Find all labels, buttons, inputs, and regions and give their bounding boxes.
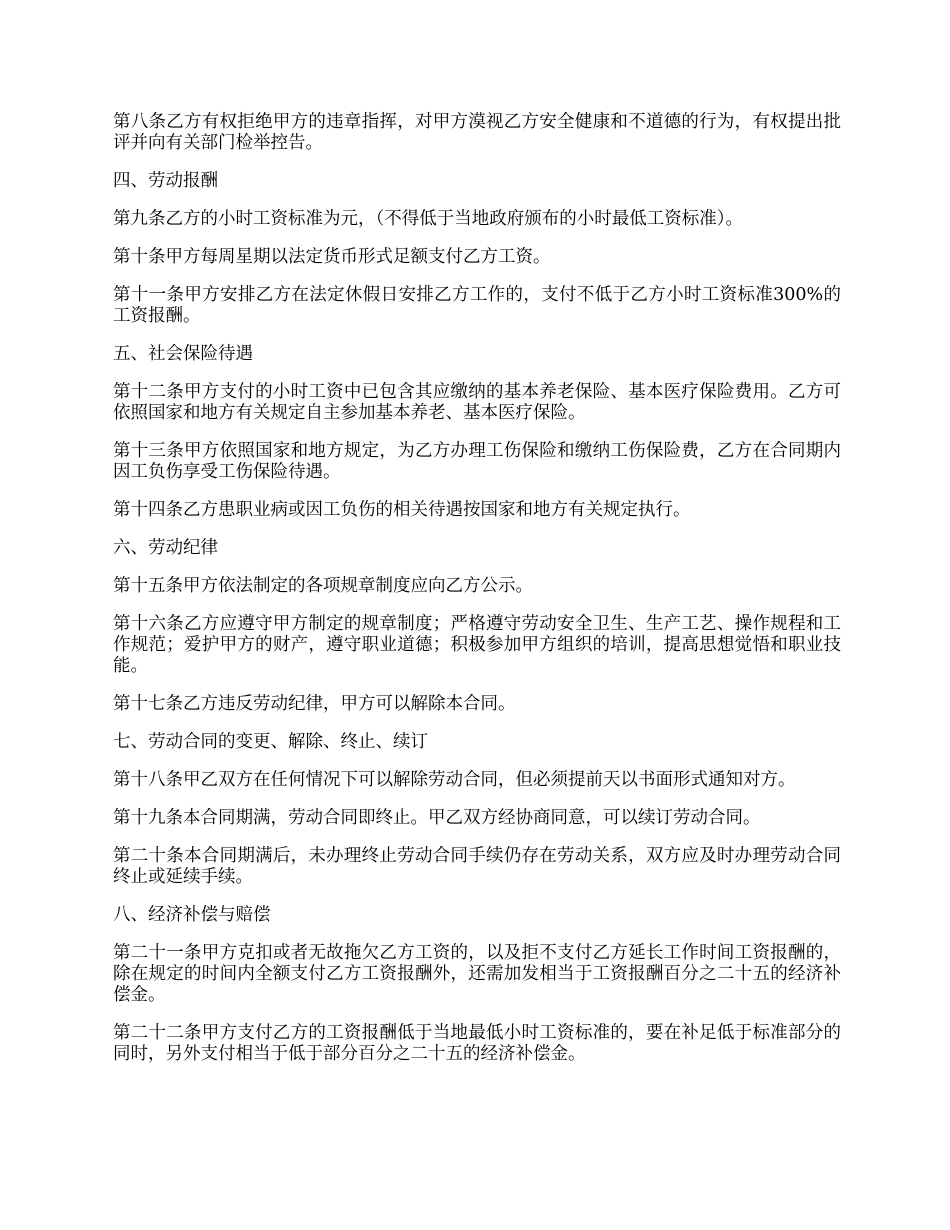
article-16: 第十六条乙方应遵守甲方制定的规章制度；严格遵守劳动安全卫生、生产工艺、操作规程和工作规范；爱护甲方的财产，遵守职业道德；积极参加甲方组织的培训，提高思想觉悟和职业技能。 [113,614,841,676]
section-heading-remuneration: 四、劳动报酬 [113,171,218,191]
article-18: 第十八条甲乙双方在任何情况下可以解除劳动合同，但必须提前天以书面形式通知对方。 [113,770,796,790]
section-heading-compensation: 八、经济补偿与赔偿 [113,905,271,925]
document-body [113,112,841,1082]
article-20: 第二十条本合同期满后，未办理终止劳动合同手续仍存在劳动关系，双方应及时办理劳动合同终止或延续手续。 [113,846,841,887]
article-9: 第九条乙方的小时工资标准为元，（不得低于当地政府颁布的小时最低工资标准）。 [113,209,743,229]
article-15: 第十五条甲方依法制定的各项规章制度应向乙方公示。 [113,576,533,596]
article-21: 第二十一条甲方克扣或者无故拖欠乙方工资的，以及拒不支付乙方延长工作时间工资报酬的，除在规定的时间内全额支付乙方工资报酬外，还需加发相当于工资报酬百分之二十五的经济补偿金。 [113,943,841,1005]
article-17: 第十七条乙方违反劳动纪律，甲方可以解除本合同。 [113,694,516,714]
article-10: 第十条甲方每周星期以法定货币形式足额支付乙方工资。 [113,247,551,267]
article-12: 第十二条甲方支付的小时工资中已包含其应缴纳的基本养老保险、基本医疗保险费用。乙方可依照国家和地方有关规定自主参加基本养老、基本医疗保险。 [113,382,841,423]
article-19: 第十九条本合同期满，劳动合同即终止。甲乙双方经协商同意，可以续订劳动合同。 [113,808,761,828]
section-heading-discipline: 六、劳动纪律 [113,538,218,558]
section-heading-contract-changes: 七、劳动合同的变更、解除、终止、续订 [113,732,428,752]
section-heading-social-insurance: 五、社会保险待遇 [113,344,253,364]
article-14: 第十四条乙方患职业病或因工负伤的相关待遇按国家和地方有关规定执行。 [113,500,691,520]
article-22: 第二十二条甲方支付乙方的工资报酬低于当地最低小时工资标准的，要在补足低于标准部分的同时，另外支付相当于低于部分百分之二十五的经济补偿金。 [113,1023,841,1064]
article-11: 第十一条甲方安排乙方在法定休假日安排乙方工作的，支付不低于乙方小时工资标准300%的工资报酬。 [113,285,841,326]
article-8: 第八条乙方有权拒绝甲方的违章指挥，对甲方漠视乙方安全健康和不道德的行为，有权提出批评并向有关部门检举控告。 [113,112,841,153]
article-13: 第十三条甲方依照国家和地方规定，为乙方办理工伤保险和缴纳工伤保险费，乙方在合同期内因工负伤享受工伤保险待遇。 [113,441,841,482]
